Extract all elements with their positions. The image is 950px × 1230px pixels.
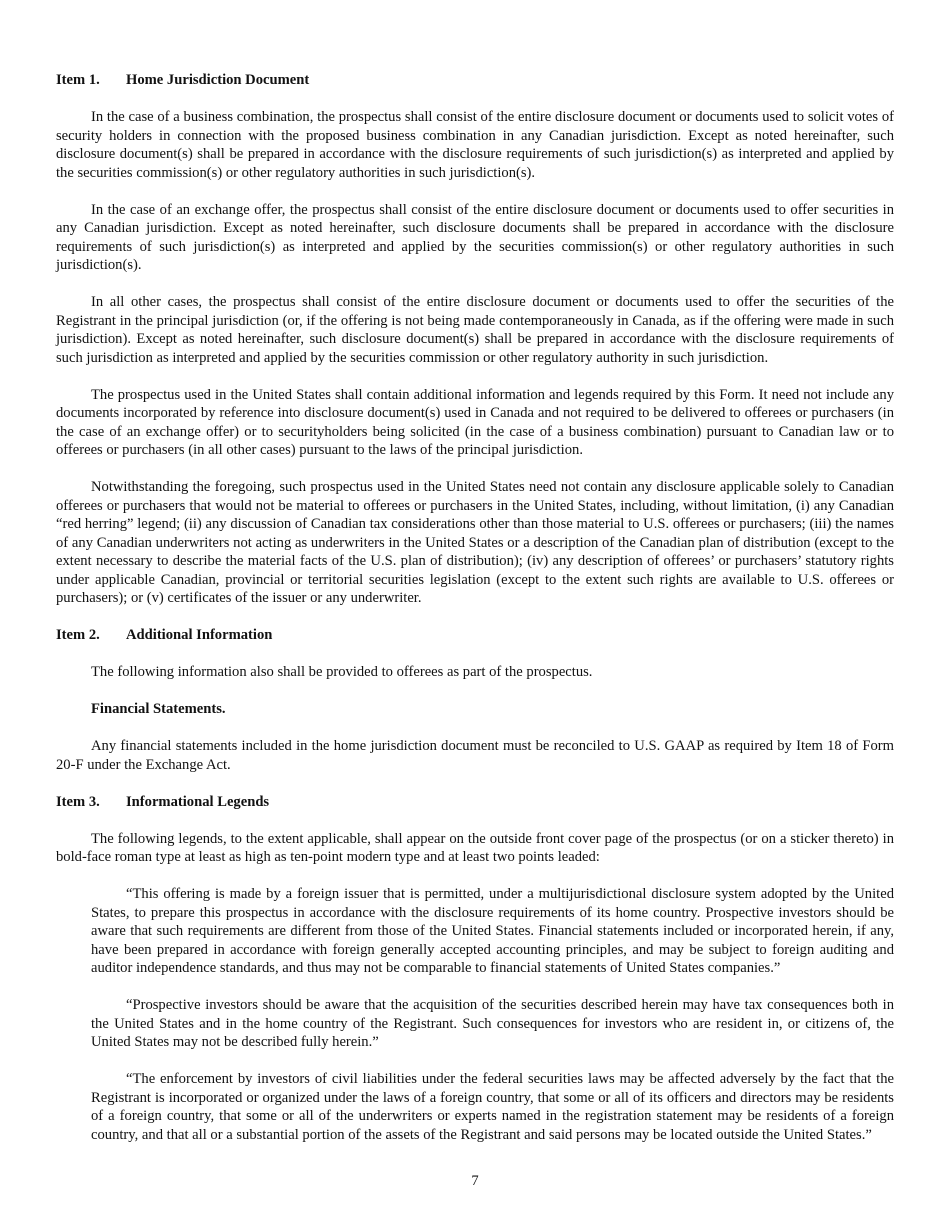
item-1-paragraph: The prospectus used in the United States shall contain additional information and legends required by this Form. It need not include any documents incorporated by reference into disclosure document(s) used in Canada and not required to be delivered to offerees or purchasers (in the case of an exchange offer) or to securityholders being solicited (in the case of a business combination) pursuant to Canadian law or to offerees or purchasers (in all other cases) pursuant to the laws of the principal jurisdiction.: [56, 386, 894, 458]
item-3-intro: The following legends, to the extent applicable, shall appear on the outside front cover page of the prospectus (or on a sticker thereto) in bold-face roman type at least as high as ten-point modern type and at least two points leaded:: [56, 830, 894, 865]
item-1-paragraph: In the case of a business combination, the prospectus shall consist of the entire disclosure document or documents used to solicit votes of security holders in connection with the proposed business combination in any Canadian jurisdiction. Except as noted hereinafter, such disclosure document(s) shall be prepared in accordance with the disclosure requirements of such jurisdiction(s) as interpreted and applied by the securities commission(s) or other regulatory authorities in such jurisdiction(s).: [56, 109, 894, 181]
item-2-body: Any financial statements included in the home jurisdiction document must be reconciled to U.S. GAAP as required by Item 18 of Form 20-F under the Exchange Act.: [56, 738, 894, 773]
item-2-intro: The following information also shall be provided to offerees as part of the prospectus.: [91, 664, 593, 680]
item-1-heading: [56, 71, 894, 90]
item-1-paragraph: In the case of an exchange offer, the prospectus shall consist of the entire disclosure document or documents used to offer securities in any Canadian jurisdiction. Except as noted hereinafter, such disclosure documents shall be prepared in accordance with the disclosure requirements of such jurisdiction(s) as interpreted and applied by the securities commission(s) or other regulatory authorities in such jurisdiction(s).: [56, 201, 894, 273]
financial-statements-subheading: Financial Statements.: [91, 701, 226, 717]
item-2-number: Item 2.: [56, 627, 100, 643]
item-2-title: Additional Information: [126, 627, 273, 643]
page-number: 7: [471, 1173, 479, 1189]
legend-quote: “This offering is made by a foreign issuer that is permitted, under a multijurisdictional disclosure system adopted by the United States, to prepare this prospectus in accordance with the disclosure requirements of its home country. Prospective investors should be aware that such requirements are different from those of the United States. Financial statements included or incorporated herein, if any, have been prepared in accordance with foreign generally accepted accounting principles, and may be subject to foreign auditing and auditor independence standards, and thus may not be comparable to financial statements of United States companies.”: [91, 886, 894, 976]
document-page: [56, 71, 894, 1163]
item-1-paragraph: Notwithstanding the foregoing, such prospectus used in the United States need not contain any disclosure applicable solely to Canadian offerees or purchasers that would not be material to offerees or purchasers in the United States, including, without limitation, (i) any Canadian “red herring” legend; (ii) any discussion of Canadian tax considerations other than those material to U.S. offerees or purchasers; (iii) the names of any Canadian underwriters not acting as underwriters in the United States or a description of the Canadian plan of distribution (except to the extent necessary to describe the material facts of the U.S. plan of distribution); (iv) any description of offerees’ or purchasers’ statutory rights under applicable Canadian, provincial or territorial securities legislation (except to the extent such rights are available to U.S. offerees or purchasers); or (v) certificates of the issuer or any underwriter.: [56, 479, 894, 606]
item-2-heading: [56, 626, 894, 645]
item-3-number: Item 3.: [56, 793, 100, 810]
legend-quote: “Prospective investors should be aware that the acquisition of the securities described herein may have tax consequences both in the United States and in the home country of the Registrant. Such consequences for investors who are resident in, or citizens of, the United States may not be described fully herein.”: [91, 997, 894, 1050]
item-1-number: Item 1.: [56, 72, 100, 88]
item-1-title: Home Jurisdiction Document: [126, 72, 310, 88]
item-1-paragraph: In all other cases, the prospectus shall consist of the entire disclosure document or documents used to offer the securities of the Registrant in the principal jurisdiction (or, if the offering is not being made contemporaneously in Canada, as if the offering were made in such jurisdiction). Except as noted hereinafter, such disclosure document(s) shall be prepared in accordance with the disclosure requirements of such jurisdiction as interpreted and applied by the securities commission or other regulatory authority in such jurisdiction.: [56, 294, 894, 366]
legend-quote: “The enforcement by investors of civil liabilities under the federal securities laws may be affected adversely by the fact that the Registrant is incorporated or organized under the laws of a foreign country, that some or all of its officers and directors may be residents of a foreign country, that some or all of the underwriters or experts named in the registration statement may be residents of a foreign country, and that all or a substantial portion of the assets of the Registrant and said persons may be located outside the United States.”: [91, 1071, 894, 1143]
item-3-heading: [56, 793, 894, 812]
item-3-title: Informational Legends: [126, 793, 270, 810]
